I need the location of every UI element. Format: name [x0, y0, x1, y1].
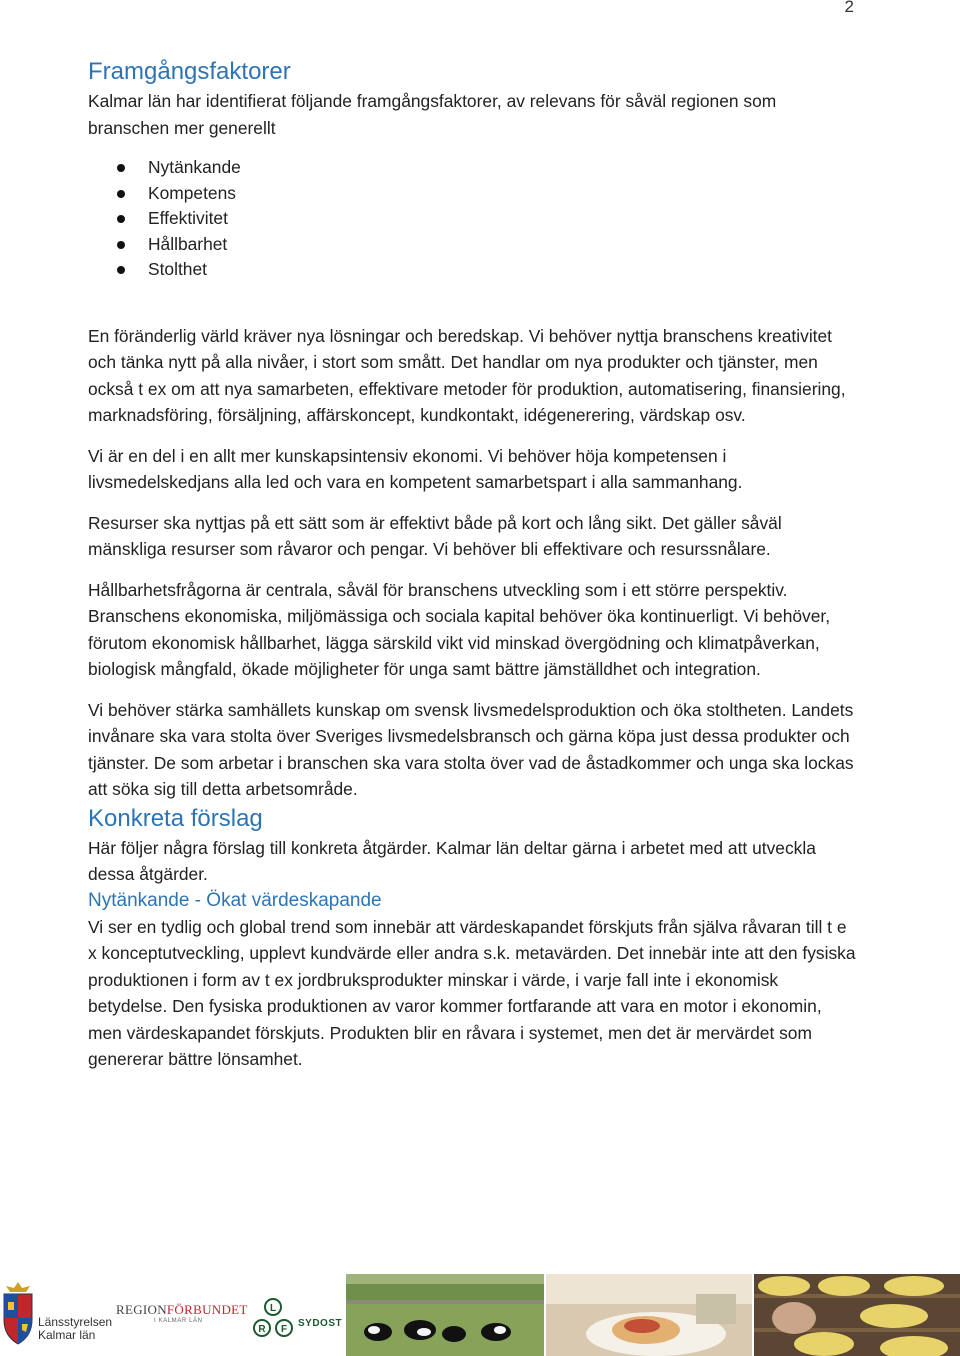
success-factors-list [88, 155, 858, 283]
lrf-letter-l: L [269, 1303, 277, 1314]
heading-proposals: Konkreta förslag [88, 804, 263, 832]
lansstyrelsen-text [38, 1316, 112, 1342]
lansstyrelsen-line2: Kalmar län [38, 1328, 96, 1342]
list-item: Hållbarhet [148, 232, 858, 258]
lrf-letter-f: F [280, 1324, 288, 1335]
intro-paragraph: Kalmar län har identifierat följande framgångsfaktorer, av relevans för såväl regionen som branschen mer generellt [88, 91, 777, 138]
heading-innovation-value: Nytänkande - Ökat värdeskapande [88, 889, 382, 911]
document-body [88, 56, 858, 1073]
regionforbundet-logo [116, 1302, 252, 1342]
cows-photo [346, 1274, 544, 1356]
list-item: Nytänkande [148, 155, 858, 181]
food-photo [546, 1274, 752, 1356]
proposals-intro: Här följer några förslag till konkreta åtgärder. Kalmar län deltar gärna i arbetet med att utveckla dessa åtgärder. [88, 837, 816, 885]
paragraph-competence: Vi är en del i en allt mer kunskapsintensiv ekonomi. Vi behöver höja kompetensen i livsmedelskedjans alla led och vara en kompetent samarbetspart i alla sammanhang. [88, 445, 743, 493]
region-wordmark [116, 1302, 248, 1318]
list-item: Kompetens [148, 181, 858, 207]
region-part1: REGION [116, 1302, 167, 1317]
heading-success-factors: Framgångsfaktorer [88, 58, 291, 85]
lrf-logo-icon [252, 1298, 294, 1342]
lansstyrelsen-logo [0, 1280, 112, 1350]
page-number: 2 [844, 0, 854, 16]
region-subtitle: I KALMAR LÄN [154, 1318, 203, 1324]
lrf-sydost-text: SYDOST [298, 1318, 343, 1329]
paragraph-value-creation: Vi ser en tydlig och global trend som innebär att värdeskapandet förskjuts från själva råvaran till t e x konceptutveckling, upplevt kundvärde eller andra s.k. metavärden. Det innebär inte att den fysiska produktionen i form av t ex jordbruksprodukter minskar i värde, i varje fall inte i ekonomisk betydelse. Den fysiska produktionen av varor kommer fortfarande att vara en motor i ekonomin, men värdeskapandet förskjuts. Produkten blir en råvara i systemet, men det är mervärdet som genererar bättre lönsamhet. [88, 916, 856, 1070]
list-item: Effektivitet [148, 206, 858, 232]
paragraph-innovation: En föränderlig värld kräver nya lösningar och beredskap. Vi behöver nyttja branschens kreativitet och tänka nytt på alla nivåer, i stort som smått. Det handlar om nya produkter och tjänster, men också t ex om att nya samarbeten, effektivare metoder för produktion, automatisering, finansiering, marknadsföring, försäljning, affärskoncept, kundkontakt, idégenerering, värdskap osv. [88, 325, 846, 426]
list-item: Stolthet [148, 257, 858, 283]
paragraph-efficiency: Resurser ska nyttjas på ett sätt som är effektivt både på kort och lång sikt. Det gäller såväl mänskliga resurser som råvaror och pengar. Vi behöver bli effektivare och resurssnålare. [88, 512, 782, 560]
footer-logos [0, 1272, 960, 1356]
region-part2: FÖRBUNDET [166, 1302, 248, 1317]
lrf-letter-r: R [258, 1324, 266, 1335]
paragraph-pride: Vi behöver stärka samhällets kunskap om svensk livsmedelsproduktion och öka stoltheten. Landets invånare ska vara stolta över Sveriges livsmedelsbransch och gärna köpa just dessa produkter och tjänster. De som arbetar i branschen ska vara stolta över vad de åstadkommer och unga ska lockas att söka sig till detta arbetsområde. [88, 699, 854, 800]
paragraph-sustainability: Hållbarhetsfrågorna är centrala, såväl för branschens utveckling som i ett större perspektiv. Branschens ekonomiska, miljömässiga och sociala kapital behöver öka kontinuerligt. Vi behöver, förutom ekonomisk hållbarhet, lägga särskild vikt vid minskad övergödning och klimatpåverkan, biologisk mångfald, ökade möjligheter för unga samt bättre jämställdhet och integration. [88, 579, 831, 680]
cheese-photo [754, 1274, 960, 1356]
coat-of-arms-icon [0, 1280, 36, 1350]
lansstyrelsen-line1: Länsstyrelsen [38, 1315, 113, 1329]
